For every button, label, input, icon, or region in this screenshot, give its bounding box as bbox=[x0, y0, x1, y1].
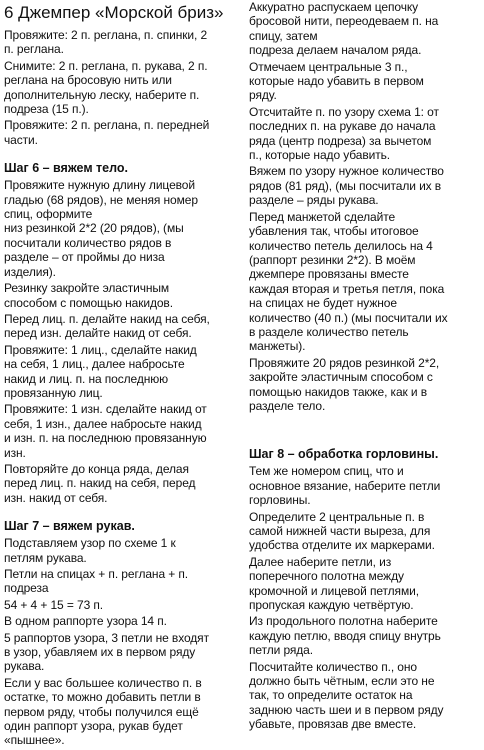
paragraph: Перед лиц. п. делайте накид на себя, перед изн. делайте накид от себя. bbox=[4, 311, 210, 341]
paragraph: Провяжите: 2 п. реглана, п. спинки, 2 п. реглана. bbox=[4, 28, 208, 57]
paragraph: Если у вас большее количество п. в остатке, то можно добавить петли в первом ряду, чтобы получился ещё один раппорт узора, рукав будет «пышнее». bbox=[4, 675, 202, 748]
left-column-body bbox=[4, 28, 240, 748]
paragraph: Петли на спицах + п. реглана + п. подреза bbox=[4, 567, 189, 596]
paragraph: Аккуратно распускаем цепочку бросовой нити, переодеваем п. на спицу, затем подреза делаем началом ряда. bbox=[249, 0, 439, 58]
step-heading: Шаг 6 – вяжем тело. bbox=[4, 161, 129, 176]
step-heading: Шаг 8 – обработка горловины. bbox=[249, 447, 439, 462]
right-column-body bbox=[249, 0, 481, 732]
paragraph: В одном раппорте узора 14 п. bbox=[4, 614, 167, 629]
paragraph: Провяжите: 1 лиц., сделайте накид на себя, 1 лиц., далее набросьте накид и лиц. п. на последнюю провязанную лиц. bbox=[4, 342, 197, 400]
paragraph: Вяжем по узору нужное количество рядов (81 ряд), (мы посчитали их в разделе – ряды рукава. bbox=[249, 164, 444, 208]
paragraph: Перед манжетой сделайте убавления так, чтобы итоговое количество петель делилось на 4 (раппорт резинки 2*2). В моём джемпере провязаны вместе каждая вторая и третья петля, пока на спицах не будет нужное количество (40 п.) (мы посчитали их в разделе количество петель манжеты). bbox=[249, 209, 448, 354]
paragraph: Из продольного полотна наберите каждую петлю, вводя спицу внутрь петли ряда. bbox=[249, 614, 441, 658]
paragraph: Тем же номером спиц, что и основное вязание, наберите петли горловины. bbox=[249, 464, 441, 508]
paragraph: Далее наберите петли, из поперечного полотна между кромочной и лицевой петлями, пропуская каждую четвёртую. bbox=[249, 554, 419, 613]
paragraph: Повторяйте до конца ряда, делая перед лиц. п. накид на себя, перед изн. накид от себя. bbox=[4, 461, 196, 505]
paragraph: Провяжите нужную длину лицевой гладью (68 рядов), не меняя номер спиц, оформите низ резинкой 2*2 (20 рядов), (мы посчитали количество рядов в разделе – от проймы до низа изделия). bbox=[4, 178, 198, 279]
step-heading: Шаг 7 – вяжем рукав. bbox=[4, 519, 135, 534]
paragraph: Резинку закройте эластичным способом с помощью накидов. bbox=[4, 281, 173, 310]
paragraph: Определите 2 центральные п. в самой нижней части выреза, для удобства отделите их маркерами. bbox=[249, 509, 435, 553]
paragraph: Провяжите: 2 п. реглана, п. передней части. bbox=[4, 118, 210, 147]
paragraph: Подставляем узор по схеме 1 к петлям рукава. bbox=[4, 536, 176, 565]
spacer bbox=[249, 415, 481, 433]
paragraph: Провяжите 20 рядов резинкой 2*2, закройте эластичным способом с помощью накидов также, как и в разделе тело. bbox=[249, 355, 440, 413]
right-column bbox=[249, 0, 481, 734]
page-title: 6 Джемпер «Морской бриз» bbox=[4, 3, 224, 22]
paragraph: Снимите: 2 п. реглана, п. рукава, 2 п. реглана на бросовую нить или дополнительную леску, наберите п. подреза (15 п.). bbox=[4, 58, 208, 117]
paragraph: Отмечаем центральные 3 п., которые надо убавить в первом ряду. bbox=[249, 59, 424, 103]
paragraph: 5 раппортов узора, 3 петли не входят в узор, убавляем их в первом ряду рукава. bbox=[4, 630, 209, 674]
paragraph: 54 + 4 + 15 = 73 п. bbox=[4, 597, 104, 612]
paragraph: Посчитайте количество п., оно должно быть чётным, если это не так, то определите остаток на заднюю часть шеи и в первом ряду убавьте, провязав две вместе. bbox=[249, 659, 444, 732]
left-column bbox=[4, 0, 240, 750]
paragraph: Провяжите: 1 изн. сделайте накид от себя, 1 изн., далее набросьте накид и изн. п. на последнюю провязанную изн. bbox=[4, 402, 207, 460]
paragraph: Отсчитайте п. по узору схема 1: от последних п. на рукаве до начала ряда (центр подреза) за вычетом п., которые надо убавить. bbox=[249, 104, 439, 163]
